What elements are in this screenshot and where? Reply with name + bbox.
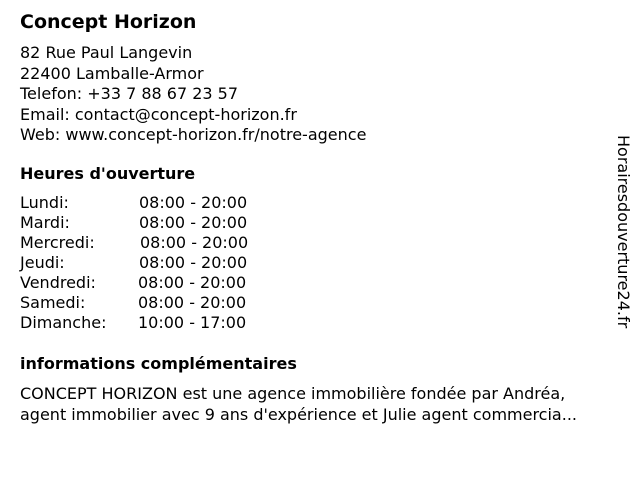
time-range: 08:00 - 20:00 [138, 273, 247, 292]
day-label: Samedi: [20, 293, 86, 312]
additional-info-heading: informations complémentaires [20, 354, 297, 373]
time-range: 08:00 - 20:00 [140, 233, 249, 252]
day-label: Lundi: [20, 193, 69, 212]
website-text: Web: www.concept-horizon.fr/notre-agence [20, 125, 367, 144]
opening-hours-heading: Heures d'ouverture [20, 164, 196, 183]
day-label: Jeudi: [20, 253, 65, 272]
time-range: 10:00 - 17:00 [138, 313, 247, 332]
email-text: Email: contact@concept-horizon.fr [20, 104, 297, 124]
time-range: 08:00 - 20:00 [139, 213, 248, 232]
time-range: 08:00 - 20:00 [139, 193, 248, 212]
time-range: 08:00 - 20:00 [139, 253, 248, 272]
site-watermark: Horairesdouverture24.fr [614, 135, 633, 329]
business-name: Concept Horizon [20, 11, 197, 33]
day-label: Dimanche: [20, 313, 107, 332]
time-range: 08:00 - 20:00 [138, 293, 247, 312]
day-label: Mercredi: [20, 233, 95, 252]
info-line-1: CONCEPT HORIZON est une agence immobilière fondée par Andréa, [20, 384, 566, 403]
info-line-2: agent immobilier avec 9 ans d'expérience et Julie agent commercia... [20, 405, 577, 424]
additional-info-text [20, 383, 625, 425]
contact-block [20, 43, 366, 146]
day-label: Mardi: [20, 213, 70, 232]
address-line-2: 22400 Lamballe-Armor [20, 63, 204, 83]
day-label: Vendredi: [20, 273, 96, 292]
address-line-1: 82 Rue Paul Langevin [20, 43, 193, 62]
phone-text: Telefon: +33 7 88 67 23 57 [20, 84, 239, 103]
